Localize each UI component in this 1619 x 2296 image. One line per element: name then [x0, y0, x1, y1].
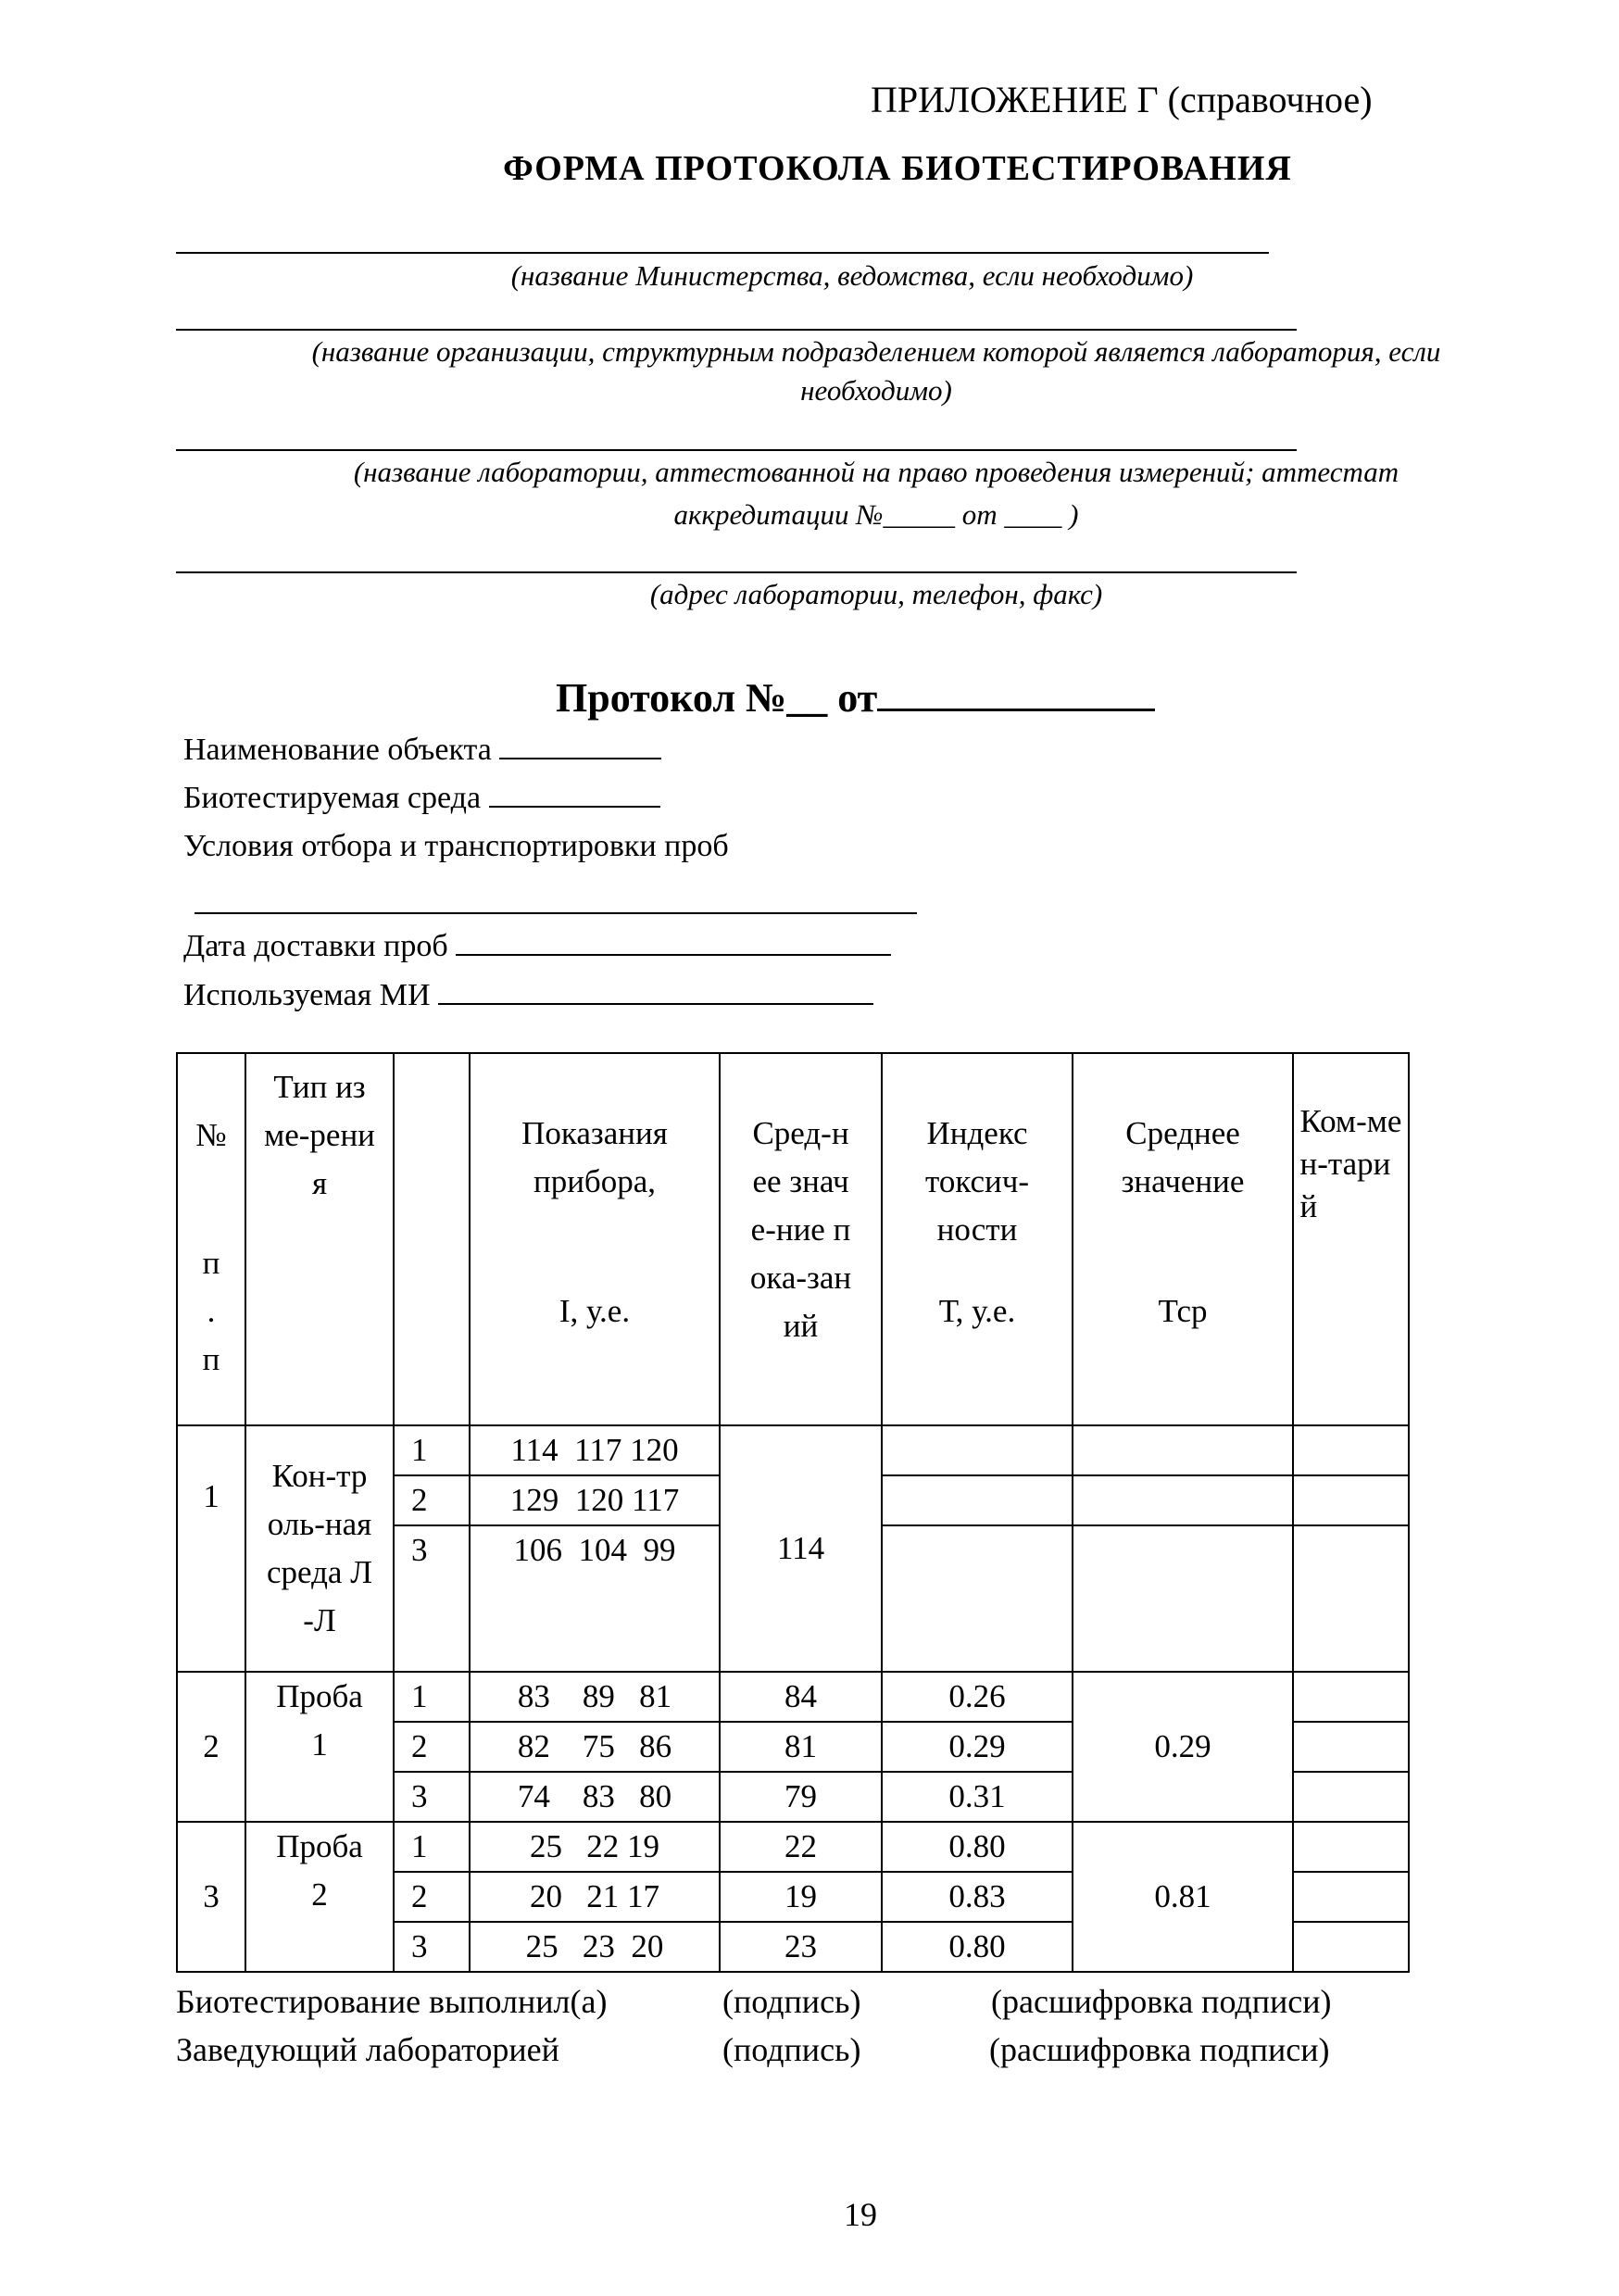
header-type: [245, 1053, 394, 1425]
readings-cell[interactable]: 129 120 117: [470, 1475, 720, 1525]
rep-cell: 3: [394, 1772, 470, 1822]
appendix-label: ПРИЛОЖЕНИЕ Г (справочное): [871, 79, 1373, 120]
protocol-date-blank[interactable]: [877, 671, 1155, 711]
header-toxicity: [882, 1053, 1073, 1425]
toxicity-cell[interactable]: 0.31: [882, 1772, 1073, 1822]
mean-readings-cell[interactable]: 84: [720, 1672, 882, 1722]
table-header-row: [177, 1053, 1409, 1425]
mean-value-cell[interactable]: 0.81: [1073, 1822, 1293, 1972]
toxicity-cell[interactable]: 0.29: [882, 1722, 1073, 1772]
medium-field: [183, 780, 660, 816]
delivery-date-blank[interactable]: [456, 928, 891, 956]
header-readings: [470, 1053, 720, 1425]
method-label: Используемая МИ: [183, 978, 431, 1012]
rep-cell: 2: [394, 1722, 470, 1772]
comment-cell[interactable]: [1293, 1475, 1409, 1525]
protocol-title-text: Протокол №__ от: [556, 675, 878, 721]
comment-cell[interactable]: [1293, 1425, 1409, 1475]
performed-by-label: Биотестирование выполнил(а): [176, 1983, 608, 2020]
header-comment-text: Ком-мен-тарий: [1299, 1103, 1402, 1224]
table-row: [177, 1425, 1409, 1475]
group-type-text: Проба 2: [276, 1828, 363, 1913]
group-type: [245, 1425, 394, 1672]
table-row: [177, 1822, 1409, 1872]
mean-value-cell[interactable]: [1073, 1425, 1293, 1475]
header-toxicity-2: Т, у.е.: [938, 1293, 1016, 1329]
laboratory-caption-1: (название лаборатории, аттестованной на право проведения измерений; аттестат: [353, 456, 1399, 488]
organization-caption-2: необходимо): [800, 374, 952, 407]
signature-row-head: [176, 2030, 1399, 2076]
rep-cell: 2: [394, 1475, 470, 1525]
readings-cell[interactable]: 82 75 86: [470, 1722, 720, 1772]
readings-cell[interactable]: 25 22 19: [470, 1822, 720, 1872]
performer-signature[interactable]: (подпись): [722, 1983, 861, 2020]
header-num: [177, 1053, 245, 1425]
mean-readings-cell[interactable]: 19: [720, 1872, 882, 1922]
readings-cell[interactable]: 74 83 80: [470, 1772, 720, 1822]
method-field: [183, 977, 873, 1013]
medium-label: Биотестируемая среда: [183, 781, 482, 815]
toxicity-cell[interactable]: [882, 1475, 1073, 1525]
method-blank[interactable]: [438, 977, 873, 1005]
signature-row-performer: [176, 1982, 1399, 2028]
header-mean-value-1: Среднее значение: [1121, 1115, 1245, 1199]
header-readings-1: Показания прибора,: [521, 1115, 668, 1199]
group-num: 1: [177, 1425, 245, 1672]
header-toxicity-1: Индекс токсич-ности: [925, 1115, 1029, 1248]
ministry-line[interactable]: [176, 252, 1269, 254]
conditions-label: Условия отбора и транспортировки проб: [183, 829, 729, 863]
address-caption: (адрес лаборатории, телефон, факс): [649, 578, 1103, 610]
toxicity-cell[interactable]: 0.80: [882, 1922, 1073, 1972]
header-num-1: №: [195, 1117, 227, 1153]
toxicity-cell[interactable]: 0.83: [882, 1872, 1073, 1922]
toxicity-cell[interactable]: [882, 1525, 1073, 1672]
head-label: Заведующий лабораторией: [176, 2031, 559, 2068]
header-type-text: Тип изме-рения: [264, 1069, 375, 1201]
comment-cell[interactable]: [1293, 1772, 1409, 1822]
head-signature[interactable]: (подпись): [722, 2031, 861, 2068]
delivery-date-field: [183, 928, 891, 964]
group-type: [245, 1672, 394, 1822]
toxicity-cell[interactable]: 0.26: [882, 1672, 1073, 1722]
rep-cell: 2: [394, 1872, 470, 1922]
header-num-3: .: [207, 1293, 216, 1329]
header-num-4: п: [202, 1341, 220, 1377]
group-num: 2: [177, 1672, 245, 1822]
comment-cell[interactable]: [1293, 1722, 1409, 1772]
toxicity-cell[interactable]: 0.80: [882, 1822, 1073, 1872]
mean-readings-cell[interactable]: 23: [720, 1922, 882, 1972]
readings-cell[interactable]: 106 104 99: [470, 1525, 720, 1672]
mean-readings-cell[interactable]: 79: [720, 1772, 882, 1822]
object-name-field: [183, 732, 661, 768]
mean-value-cell[interactable]: [1073, 1475, 1293, 1525]
header-mean-value-2: Тср: [1158, 1293, 1208, 1329]
header-rep: [394, 1053, 470, 1425]
rep-cell: 1: [394, 1672, 470, 1722]
readings-cell[interactable]: 25 23 20: [470, 1922, 720, 1972]
comment-cell[interactable]: [1293, 1922, 1409, 1972]
readings-cell[interactable]: 20 21 17: [470, 1872, 720, 1922]
medium-blank[interactable]: [489, 780, 660, 808]
protocol-title: [556, 671, 1155, 721]
mean-value-cell[interactable]: 0.29: [1073, 1672, 1293, 1822]
group-num: 3: [177, 1822, 245, 1972]
header-num-2: п: [202, 1245, 220, 1281]
mean-readings-cell[interactable]: 22: [720, 1822, 882, 1872]
comment-cell[interactable]: [1293, 1822, 1409, 1872]
table-row: [177, 1672, 1409, 1722]
group-type-text: Кон-троль-ная среда Л-Л: [267, 1458, 372, 1638]
conditions-line[interactable]: [195, 912, 917, 914]
address-line[interactable]: [176, 571, 1297, 573]
head-decode[interactable]: (расшифровка подписи): [989, 2031, 1330, 2068]
comment-cell[interactable]: [1293, 1872, 1409, 1922]
mean-readings-cell[interactable]: 114: [720, 1425, 882, 1672]
comment-cell[interactable]: [1293, 1525, 1409, 1672]
object-name-label: Наименование объекта: [183, 733, 492, 767]
group-type-text: Проба 1: [276, 1678, 363, 1763]
rep-cell: 1: [394, 1425, 470, 1475]
organization-line[interactable]: [176, 329, 1297, 331]
delivery-date-label: Дата доставки проб: [183, 929, 448, 963]
mean-value-cell[interactable]: [1073, 1525, 1293, 1672]
page-number: 19: [844, 2196, 877, 2233]
readings-cell[interactable]: 83 89 81: [470, 1672, 720, 1722]
results-table: [176, 1052, 1410, 1973]
header-comment: [1293, 1053, 1409, 1425]
rep-cell: 3: [394, 1922, 470, 1972]
mean-readings-cell[interactable]: 81: [720, 1722, 882, 1772]
readings-cell[interactable]: 114 117 120: [470, 1425, 720, 1475]
performer-decode[interactable]: (расшифровка подписи): [991, 1983, 1332, 2020]
form-title: ФОРМА ПРОТОКОЛА БИОТЕСТИРОВАНИЯ: [503, 149, 1292, 188]
header-mean-readings-text: Сред-нее значе-ние пока-заний: [749, 1115, 852, 1344]
toxicity-cell[interactable]: [882, 1425, 1073, 1475]
laboratory-line[interactable]: [176, 449, 1297, 451]
group-type: [245, 1822, 394, 1972]
header-mean-readings: [720, 1053, 882, 1425]
ministry-caption: (название Министерства, ведомства, если необходимо): [510, 259, 1194, 292]
laboratory-caption-2: аккредитации №_____ от ____ ): [673, 498, 1079, 531]
header-readings-2: I, у.е.: [558, 1293, 631, 1329]
header-mean-value: [1073, 1053, 1293, 1425]
organization-caption-1: (название организации, структурным подразделением которой является лаборатория, если: [311, 335, 1441, 368]
rep-cell: 1: [394, 1822, 470, 1872]
object-name-blank[interactable]: [499, 732, 661, 759]
comment-cell[interactable]: [1293, 1672, 1409, 1722]
rep-cell: 3: [394, 1525, 470, 1672]
conditions-field: [183, 829, 729, 864]
